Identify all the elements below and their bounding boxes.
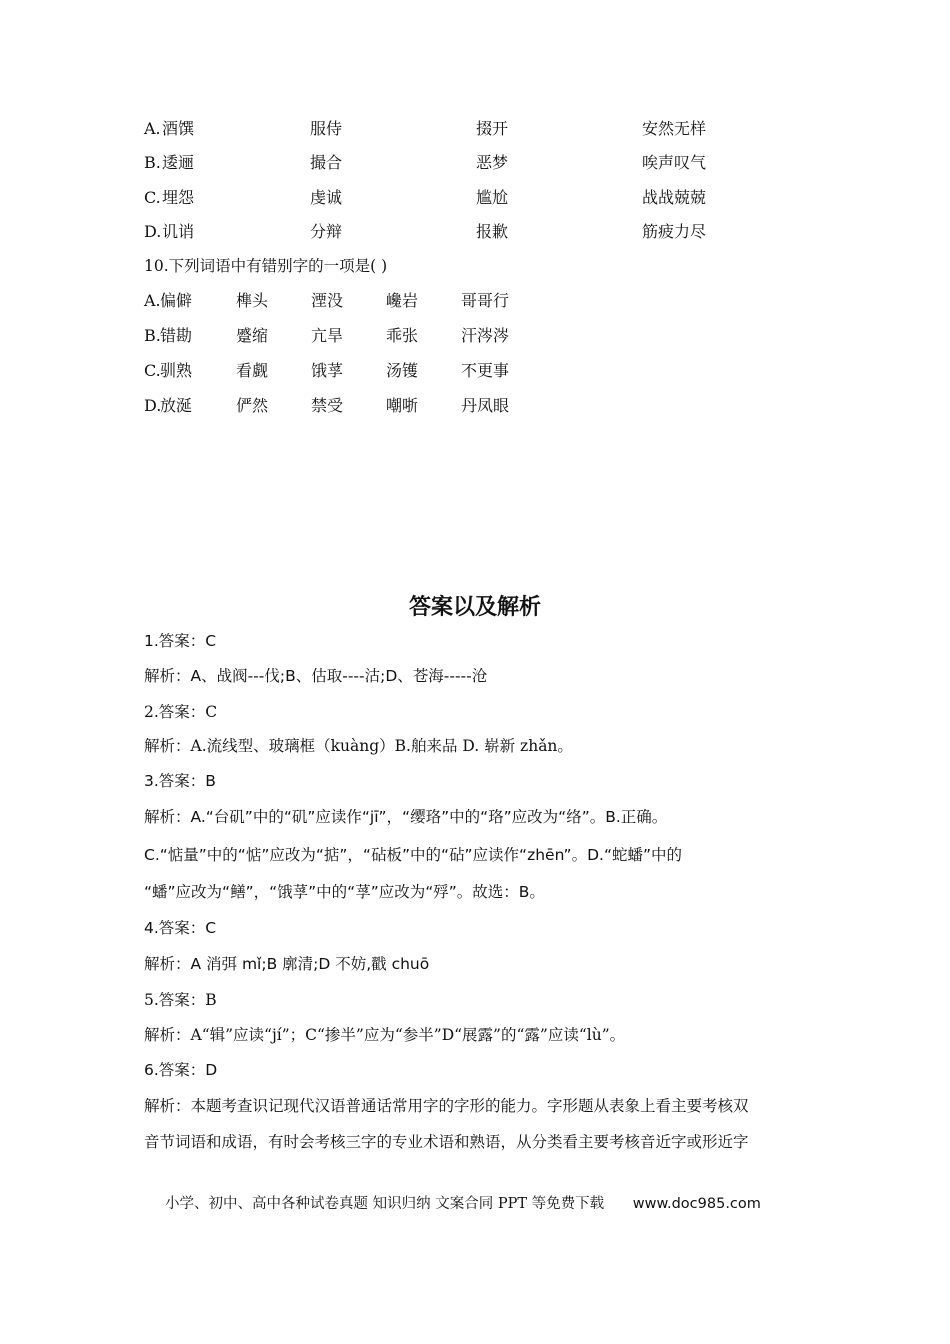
answer-4: 4.答案：C <box>144 919 217 937</box>
analysis-3-line-3: “蟠”应改为“鳝”，“饿莩”中的“莩”应改为“殍”。故选：B。 <box>144 883 545 901</box>
option-label: C. <box>144 188 161 207</box>
word: 报歉 <box>476 222 509 241</box>
word: 俨然 <box>236 396 269 415</box>
word: 驯熟 <box>160 361 193 380</box>
word: 筋疲力尽 <box>642 222 707 241</box>
word: 放涎 <box>160 396 193 415</box>
word: 汤镬 <box>386 361 419 380</box>
word: 蹙缩 <box>236 326 269 345</box>
word: 亢旱 <box>311 326 344 345</box>
word: 讥诮 <box>162 222 195 241</box>
q10-question: 10.下列词语中有错别字的一项是( ) <box>144 257 388 275</box>
word: 丹凤眼 <box>461 396 510 415</box>
footer-url[interactable]: www.doc985.com <box>632 1196 761 1212</box>
word: 撮合 <box>310 153 343 172</box>
answer-1: 1.答案：C <box>144 632 217 650</box>
analysis-4: 解析：A 消弭 mǐ;B 廓清;D 不妨,戳 chuō <box>144 955 430 973</box>
answer-6: 6.答案：D <box>144 1061 218 1079</box>
word: 不更事 <box>461 361 510 380</box>
word: 乖张 <box>386 326 419 345</box>
word: 唉声叹气 <box>642 153 707 172</box>
analysis-6-line-2: 音节词语和成语，有时会考核三字的专业术语和熟语，从分类看主要考核音近字或形近字 <box>144 1133 749 1151</box>
word: 分辩 <box>310 222 343 241</box>
word: 哥哥行 <box>461 291 510 310</box>
analysis-3-line-1: 解析：A.“台矶”中的“矶”应读作“jī”，“缨珞”中的“珞”应改为“络”。B.正确。 <box>144 808 668 826</box>
word: 安然无样 <box>642 119 707 138</box>
word: 嘲哳 <box>386 396 419 415</box>
word: 服侍 <box>310 119 343 138</box>
analysis-3-line-2: C.“惦量”中的“惦”应改为“掂”，“砧板”中的“砧”应读作“zhēn”。D.“蛇蟠”中的 <box>144 846 683 864</box>
page-footer <box>165 1192 761 1213</box>
word: 榫头 <box>236 291 269 310</box>
analysis-2: 解析：A.流线型、玻璃框（kuàng）B.舶来品 D. 崭新 zhǎn。 <box>144 737 573 755</box>
word: 湮没 <box>311 291 344 310</box>
word: 偏僻 <box>160 291 193 310</box>
analysis-1: 解析：A、战阀---伐;B、估取----沽;D、苍海-----沧 <box>144 667 488 685</box>
answers-title: 答案以及解析 <box>408 595 541 620</box>
word: 恶梦 <box>476 153 509 172</box>
option-label: B. <box>144 153 161 172</box>
answer-3: 3.答案：B <box>144 772 216 790</box>
option-label: B. <box>144 326 161 345</box>
option-label: A. <box>144 119 161 138</box>
word: 战战兢兢 <box>642 188 707 207</box>
word: 尴尬 <box>476 188 509 207</box>
analysis-5: 解析：A“辑”应读“jí”；C“掺半”应为“参半”D“展露”的“露”应读“lù”。 <box>144 1026 626 1044</box>
option-label: A. <box>144 291 161 310</box>
option-label: D. <box>144 222 162 241</box>
option-label: C. <box>144 361 161 380</box>
word: 禁受 <box>311 396 344 415</box>
word: 看觑 <box>236 361 269 380</box>
footer-text: 小学、初中、高中各种试卷真题 知识归纳 文案合同 PPT 等免费下载 <box>165 1196 605 1212</box>
option-label: D. <box>144 396 162 415</box>
word: 酒馔 <box>162 119 195 138</box>
word: 饿莩 <box>311 361 344 380</box>
word: 错勘 <box>160 326 193 345</box>
analysis-6-line-1: 解析：本题考查识记现代汉语普通话常用字的字形的能力。字形题从表象上看主要考核双 <box>144 1097 749 1115</box>
word: 掇开 <box>476 119 509 138</box>
word: 逶逦 <box>162 153 195 172</box>
answer-5: 5.答案：B <box>144 991 217 1009</box>
word: 巉岩 <box>386 291 419 310</box>
word: 埋怨 <box>162 188 195 207</box>
word: 汗涔涔 <box>461 326 510 345</box>
word: 虔诚 <box>310 188 343 207</box>
answer-2: 2.答案：C <box>144 703 218 721</box>
